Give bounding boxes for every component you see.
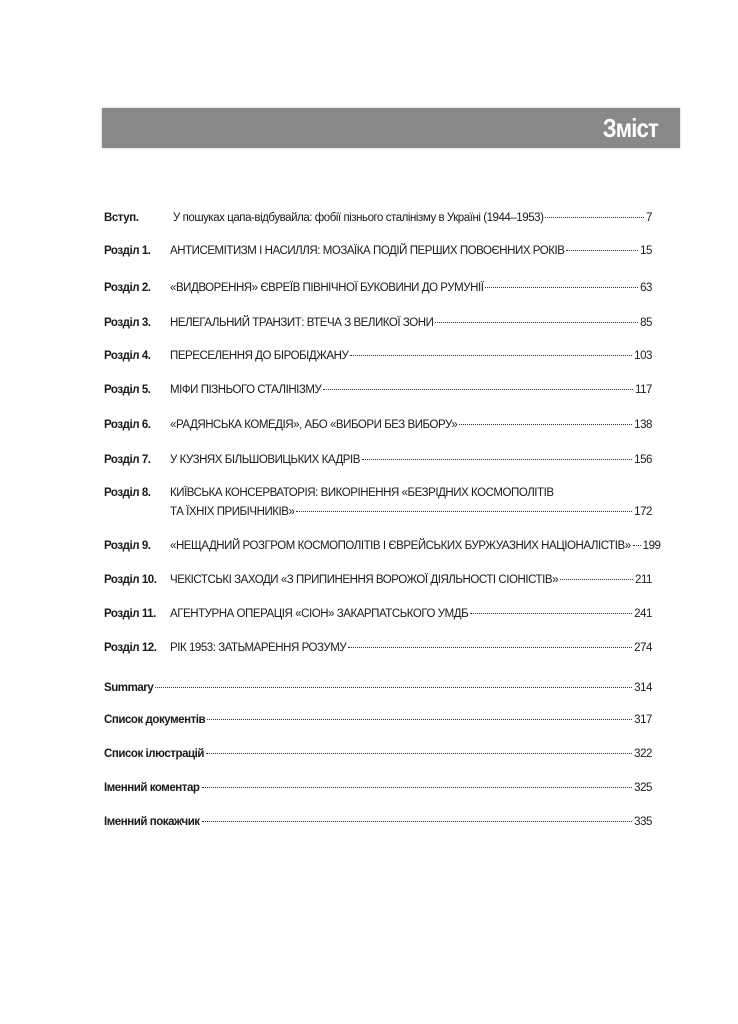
section-title: Іменний коментар: [104, 782, 200, 794]
chapter-title-cont: ТА ЇХНІХ ПРИБІЧНИКІВ»: [170, 506, 295, 518]
page-number: 156: [634, 454, 652, 466]
page-number: 117: [635, 384, 652, 396]
chapter-title: НЕЛЕГАЛЬНИЙ ТРАНЗИТ: ВТЕЧА З ВЕЛИКОЇ ЗОНИ: [170, 317, 434, 329]
chapter-title: «РАДЯНСЬКА КОМЕДІЯ», АБО «ВИБОРИ БЕЗ ВИБОРУ»: [170, 419, 458, 431]
dot-leader: [633, 545, 641, 546]
chapter-label: Розділ 6.: [104, 419, 151, 431]
dot-leader: [350, 355, 632, 356]
page-number: 7: [646, 212, 652, 224]
dot-leader: [435, 322, 638, 323]
chapter-label: Розділ 1.: [104, 245, 151, 257]
chapter-label: Розділ 3.: [104, 317, 151, 329]
section-title: Список документів: [104, 714, 206, 726]
chapter-title: АНТИСЕМІТИЗМ І НАСИЛЛЯ: МОЗАЇКА ПОДІЙ ПЕРШИХ ПОВОЄННИХ РОКІВ: [170, 245, 565, 257]
chapter-title: У пошуках цапа-відбувайла: фобії пізнього сталінізму в Україні (1944–1953): [173, 212, 544, 224]
dot-leader: [348, 647, 632, 648]
dot-leader: [362, 459, 632, 460]
chapter-title: «ВИДВОРЕННЯ» ЄВРЕЇВ ПІВНІЧНОЇ БУКОВИНИ ДО РУМУНІЇ: [170, 282, 484, 294]
chapter-title: РІК 1953: ЗАТЬМАРЕННЯ РОЗУМУ: [170, 642, 347, 654]
chapter-label: Розділ 4.: [104, 350, 151, 362]
section-title: Summary: [104, 682, 154, 694]
page-number: 325: [634, 782, 652, 794]
page-number: 335: [634, 816, 652, 828]
page-number: 317: [634, 714, 652, 726]
dot-leader: [155, 687, 632, 688]
page-number: 211: [635, 574, 652, 586]
dot-leader: [470, 613, 632, 614]
chapter-title: ЧЕКІСТСЬКІ ЗАХОДИ «З ПРИПИНЕННЯ ВОРОЖОЇ ДІЯЛЬНОСТІ СІОНІСТІВ»: [170, 574, 559, 586]
section-title: Іменний покажчик: [104, 816, 200, 828]
chapter-title: МІФИ ПІЗНЬОГО СТАЛІНІЗМУ: [170, 384, 322, 396]
page-number: 322: [634, 748, 652, 760]
dot-leader: [202, 821, 633, 822]
chapter-title: «НЕЩАДНИЙ РОЗГРОМ КОСМОПОЛІТІВ І ЄВРЕЙСЬКИХ БУРЖУАЗНИХ НАЦІОНАЛІСТІВ»: [170, 540, 631, 552]
dot-leader: [206, 753, 632, 754]
header-bar: [102, 108, 680, 148]
dot-leader: [323, 389, 633, 390]
chapter-title: АГЕНТУРНА ОПЕРАЦІЯ «СІОН» ЗАКАРПАТСЬКОГО УМДБ: [170, 608, 469, 620]
page-number: 85: [640, 317, 652, 329]
page-number: 241: [634, 608, 652, 620]
chapter-title: КИЇВСЬКА КОНСЕРВАТОРІЯ: ВИКОРІНЕННЯ «БЕЗРІДНИХ КОСМОПОЛІТІВ: [170, 487, 554, 499]
page-number: 103: [634, 350, 652, 362]
dot-leader: [566, 250, 638, 251]
page-number: 199: [642, 540, 661, 552]
section-title: Список ілюстрацій: [104, 748, 204, 760]
dot-leader: [207, 719, 632, 720]
chapter-label: Розділ 5.: [104, 384, 151, 396]
chapter-label: Розділ 7.: [104, 454, 151, 466]
page-number: 138: [634, 419, 652, 431]
page-number: 172: [634, 506, 652, 518]
dot-leader: [545, 217, 644, 218]
page-number: 63: [640, 282, 652, 294]
page-number: 15: [640, 245, 652, 257]
chapter-title: У КУЗНЯХ БІЛЬШОВИЦЬКИХ КАДРІВ: [170, 454, 360, 466]
chapter-label: Розділ 10.: [104, 574, 157, 586]
chapter-label: Розділ 9.: [104, 540, 151, 552]
chapter-label: Розділ 8.: [104, 487, 151, 499]
dot-leader: [560, 579, 633, 580]
chapter-title: ПЕРЕСЕЛЕННЯ ДО БІРОБІДЖАНУ: [170, 350, 349, 362]
dot-leader: [296, 511, 632, 512]
dot-leader: [485, 287, 638, 288]
dot-leader: [459, 424, 632, 425]
chapter-label: Розділ 12.: [104, 642, 157, 654]
page-number: 274: [634, 642, 652, 654]
chapter-label: Розділ 2.: [104, 282, 151, 294]
chapter-label: Вступ.: [104, 212, 139, 224]
dot-leader: [202, 787, 633, 788]
page-title: Зміст: [602, 113, 658, 143]
chapter-label: Розділ 11.: [104, 608, 156, 620]
page-number: 314: [634, 682, 652, 694]
